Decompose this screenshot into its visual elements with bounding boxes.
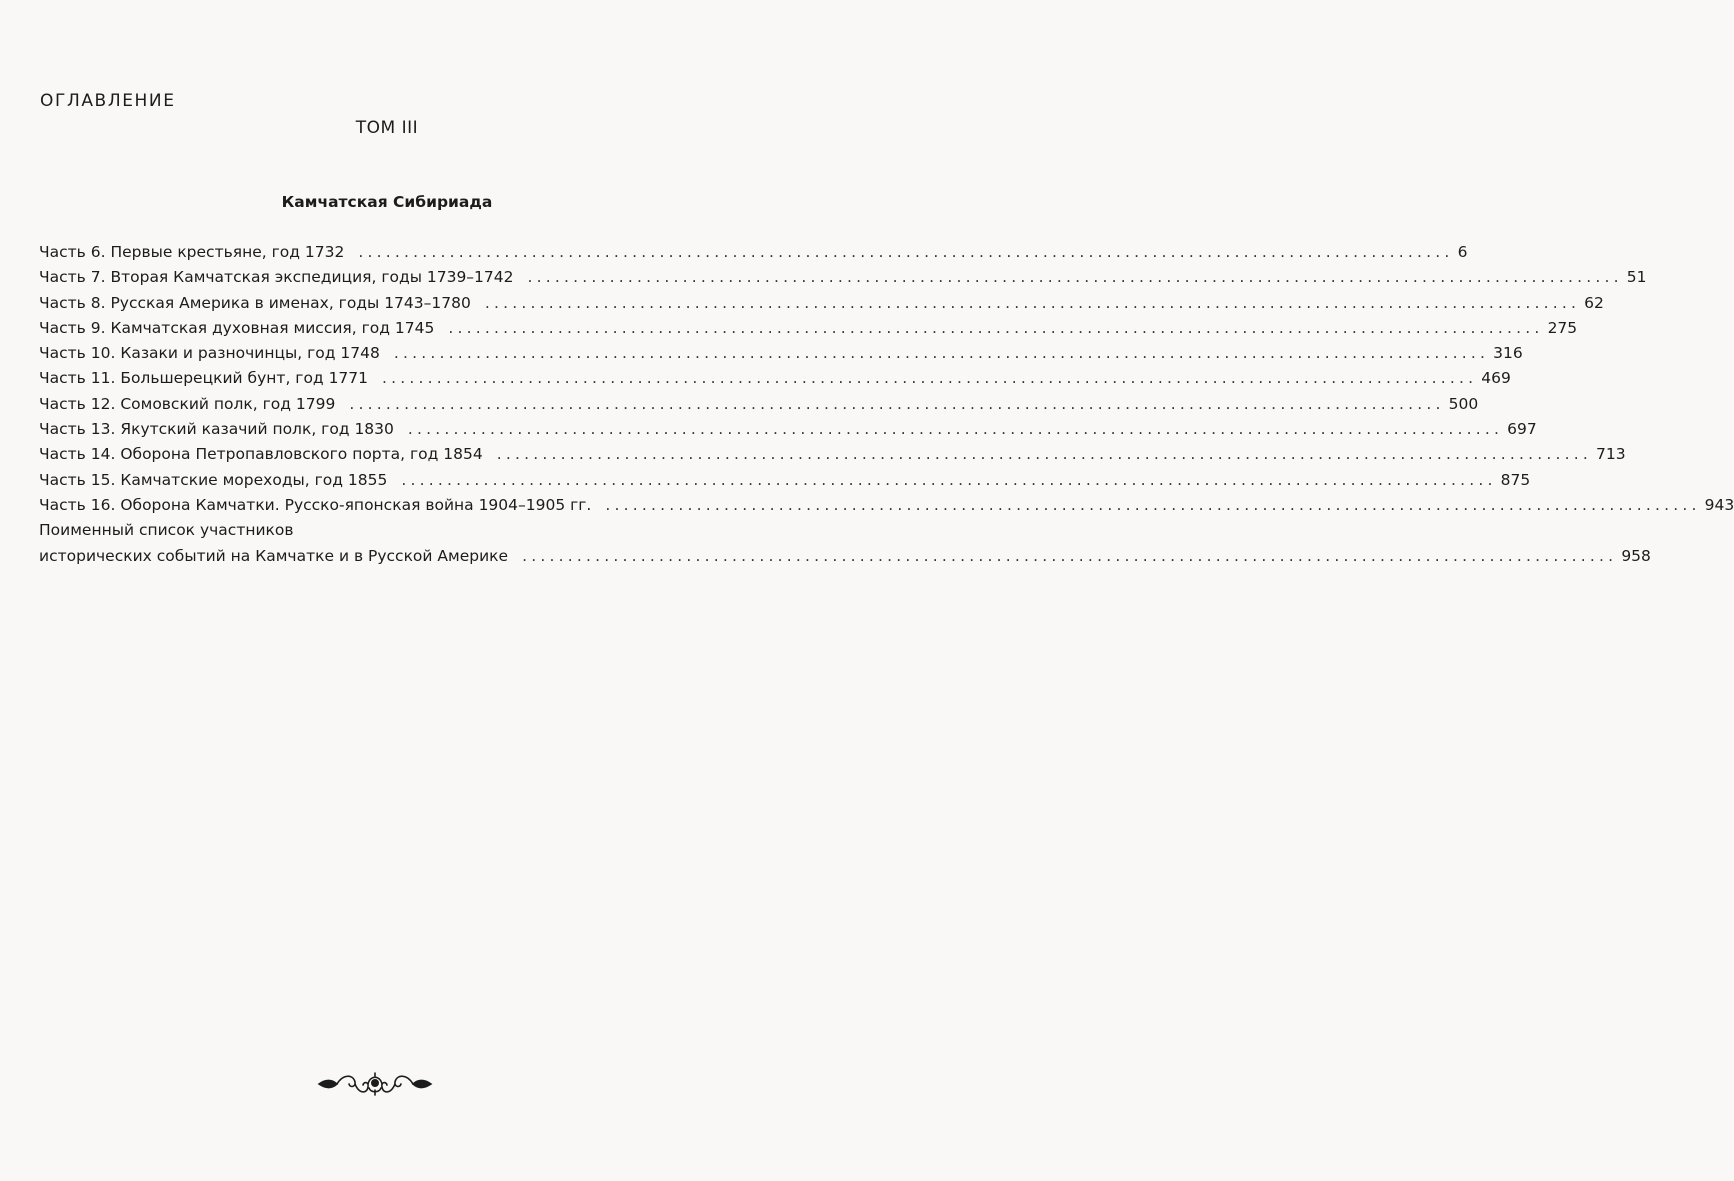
page-heading: ОГЛАВЛЕНИЕ (40, 91, 176, 111)
toc-entry (39, 341, 1523, 366)
toc-leader-dots: ........................................................................................................................ (522, 546, 1618, 565)
toc-leader-dots: ........................................................................................................................ (382, 369, 1478, 388)
toc-leader-dots: ........................................................................................................................ (605, 495, 1701, 514)
toc-entry-page: 697 (1507, 420, 1537, 439)
toc-entry (39, 240, 1468, 265)
toc-leader-dots: ........................................................................................................................ (358, 243, 1454, 261)
toc-entry-title: Часть 11. Большерецкий бунт, год 1771 (39, 369, 369, 388)
toc-entry (39, 392, 1479, 417)
toc-entry-title: Часть 13. Якутский казачий полк, год 1830 (39, 420, 394, 439)
toc-leader-dots: ........................................................................................................................ (527, 268, 1623, 287)
toc-entry-title: Часть 8. Русская Америка в именах, годы 1743–1780 (39, 293, 471, 312)
toc-leader-dots: ........................................................................................................................ (349, 394, 1445, 413)
toc-leader-dots: ........................................................................................................................ (448, 318, 1544, 337)
toc-entry-page: 62 (1584, 293, 1604, 312)
table-of-contents (39, 240, 1734, 569)
toc-entry-page: 316 (1493, 344, 1523, 363)
toc-entry-page: 713 (1596, 445, 1626, 464)
toc-entry-page: 51 (1626, 268, 1647, 287)
toc-leader-dots: ........................................................................................................................ (496, 445, 1592, 464)
toc-entry-page: 6 (1457, 243, 1468, 261)
toc-entry-page: 958 (1621, 546, 1651, 565)
toc-entry-line2 (39, 544, 1651, 569)
toc-entry-title: Часть 10. Казаки и разночинцы, год 1748 (39, 344, 380, 363)
toc-entry-title-line2: исторических событий на Камчатке и в Русской Америке (39, 546, 509, 565)
toc-entry-title-line1: Поименный список участников (39, 521, 294, 540)
toc-entry-title: Часть 9. Камчатская духовная миссия, год 1745 (39, 318, 435, 337)
toc-entry-title: Часть 7. Вторая Камчатская экспедиция, годы 1739–1742 (39, 268, 514, 287)
toc-entry (39, 265, 1647, 290)
decorative-vignette-icon (315, 1070, 435, 1098)
toc-leader-dots: ........................................................................................................................ (401, 470, 1497, 489)
toc-entry (39, 417, 1537, 442)
toc-entry-title: Часть 6. Первые крестьяне, год 1732 (39, 243, 345, 261)
toc-entry-page: 275 (1547, 318, 1578, 337)
book-title: Камчатская Сибириада (281, 193, 493, 211)
toc-entry-page: 875 (1500, 470, 1531, 489)
toc-entry-participants (39, 518, 1651, 569)
toc-leader-dots: ........................................................................................................................ (407, 420, 1504, 439)
toc-entry-title: Часть 14. Оборона Петропавловского порта, год 1854 (39, 445, 483, 464)
toc-entry-title: Часть 12. Сомовский полк, год 1799 (39, 394, 336, 413)
toc-entry-page: 500 (1448, 394, 1479, 413)
toc-leader-dots: ........................................................................................................................ (393, 344, 1490, 363)
toc-entry (39, 291, 1604, 316)
toc-entry-title: Часть 15. Камчатские мореходы, год 1855 (39, 470, 388, 489)
toc-entry (39, 442, 1626, 467)
volume-label: ТОМ III (355, 118, 419, 138)
toc-entry-title: Часть 16. Оборона Камчатки. Русско-японская война 1904–1905 гг. (39, 495, 592, 514)
toc-entry (39, 366, 1511, 391)
toc-entry-page: 943 (1704, 495, 1734, 514)
toc-entry (39, 468, 1531, 493)
toc-entry-page: 469 (1481, 369, 1511, 388)
toc-entry (39, 316, 1578, 341)
toc-leader-dots: ........................................................................................................................ (484, 293, 1581, 312)
toc-entry (39, 493, 1734, 518)
